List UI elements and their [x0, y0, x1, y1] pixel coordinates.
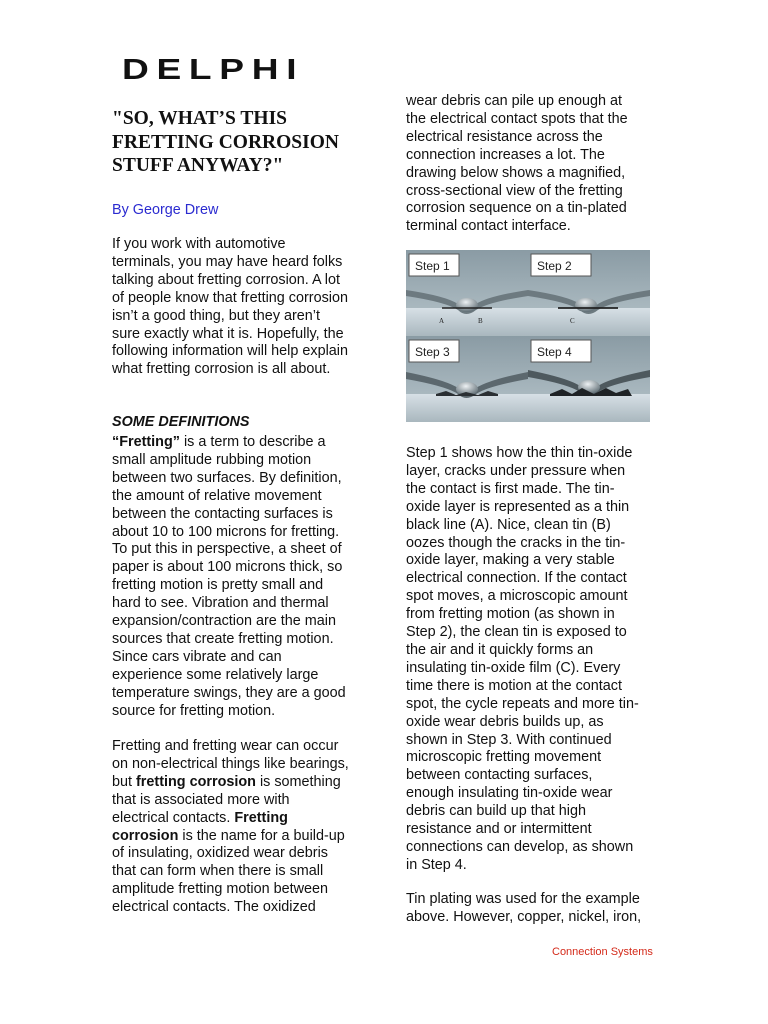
text-line: shown in Step 3. With continued [406, 731, 612, 748]
text-line: sources that create fretting motion. [112, 630, 334, 647]
text-line: the electrical contact spots that the [406, 110, 628, 127]
text-line: insulating tin-oxide film (C). Every [406, 659, 621, 676]
step-description-paragraph [406, 445, 658, 875]
text-line: the amount of relative movement [112, 487, 322, 504]
step-4-label: Step 4 [537, 345, 572, 359]
col2-top-paragraph [406, 93, 658, 236]
text-line: Step 2), the clean tin is exposed to [406, 624, 627, 641]
text-run: electrical contacts. [112, 809, 235, 826]
text-line [112, 828, 367, 846]
step-1-label: Step 1 [415, 259, 450, 273]
fretting-wear-paragraph [112, 738, 367, 917]
step-3-label: Step 3 [415, 345, 450, 359]
term-corrosion: corrosion [112, 827, 179, 844]
fretting-definition [112, 434, 367, 721]
text-line: oozes though the cracks in the tin- [406, 534, 626, 551]
text-line: following information will help explain [112, 343, 348, 360]
text-line: enough insulating tin-oxide wear [406, 785, 613, 802]
text-run: is a term to describe a [179, 434, 326, 450]
text-line: debris can build up that high [406, 803, 587, 820]
text-line: oxide layer is represented as a thin [406, 498, 630, 515]
intro-paragraph [112, 236, 367, 379]
step-3-panel [406, 336, 528, 422]
text-line: terminals, you may have heard folks [112, 253, 343, 270]
text-line: of insulating, oxidized wear debris [112, 845, 328, 862]
term-fretting: Fretting [234, 809, 288, 826]
closing-paragraph [406, 891, 658, 927]
delphi-logo: DELPHI [122, 54, 305, 86]
text-line: connection increases a lot. The [406, 146, 605, 163]
step-1-panel [406, 250, 528, 336]
text-line: amplitude fretting motion between [112, 881, 328, 898]
term-fretting-corrosion: fretting corrosion [136, 773, 256, 790]
step-2-panel [528, 250, 650, 336]
text-line: Step 1 shows how the thin tin-oxide [406, 445, 633, 461]
fretting-sequence-figure [406, 250, 650, 422]
step-4-panel [528, 336, 650, 422]
text-line: spot moves, a microscopic amount [406, 588, 628, 605]
text-line: drawing below shows a magnified, [406, 164, 626, 181]
text-line [112, 434, 367, 452]
text-line: microscopic fretting movement [406, 749, 602, 766]
marker-c: C [570, 317, 575, 325]
text-line: temperature swings, they are a good [112, 684, 346, 701]
text-line: small amplitude rubbing motion [112, 451, 312, 468]
text-line: source for fretting motion. [112, 702, 276, 719]
text-line: spot, the cycle repeats and more tin- [406, 695, 639, 712]
text-line: oxide wear debris builds up, as [406, 713, 604, 730]
text-line: from fretting motion (as shown in [406, 606, 615, 623]
text-line: on non-electrical things like bearings, [112, 755, 349, 772]
text-line: time there is motion at the contact [406, 677, 622, 694]
text-line: about 10 to 100 microns for fretting. [112, 523, 340, 540]
text-line: wear debris can pile up enough at [406, 93, 623, 109]
text-line: sure exactly what it is. Hopefully, the [112, 325, 344, 342]
text-line: experience some relatively large [112, 666, 319, 683]
text-line: between two surfaces. By definition, [112, 469, 342, 486]
title-line: STUFF ANYWAY?" [112, 155, 284, 176]
footer-connection-systems: Connection Systems [552, 946, 653, 958]
title-line: FRETTING CORROSION [112, 131, 339, 153]
text-line [112, 774, 367, 792]
article-title [112, 107, 367, 178]
text-line: between contacting surfaces, [406, 767, 593, 784]
step-2-label: Step 2 [537, 259, 572, 273]
text-line: Fretting and fretting wear can occur [112, 738, 339, 754]
marker-a: A [439, 317, 445, 325]
text-line: isn’t a good thing, but they aren’t [112, 307, 321, 324]
text-line: black line (A). Nice, clean tin (B) [406, 516, 611, 533]
text-line: talking about fretting corrosion. A lot [112, 271, 340, 288]
text-line: oxide layer, making a very stable [406, 552, 615, 569]
text-line: terminal contact interface. [406, 218, 571, 235]
text-line: hard to see. Vibration and thermal [112, 595, 329, 612]
text-line: electrical connection. If the contact [406, 570, 627, 587]
text-line: electrical resistance across the [406, 128, 603, 145]
text-line: fretting motion is pretty small and [112, 577, 324, 594]
term-fretting: “Fretting” [112, 434, 180, 450]
text-line: Tin plating was used for the example [406, 891, 640, 907]
text-line: the air and it quickly forms an [406, 641, 594, 658]
byline: By George Drew [112, 202, 219, 218]
text-line: what fretting corrosion is all about. [112, 361, 331, 378]
text-line: that is associated more with [112, 791, 290, 808]
section-heading: SOME DEFINITIONS [112, 414, 250, 430]
marker-b: B [478, 317, 483, 325]
text-run: is something [255, 773, 341, 790]
text-line: resistance and or intermittent [406, 821, 592, 838]
text-line: in Step 4. [406, 856, 467, 873]
text-line: cross-sectional view of the fretting [406, 182, 623, 199]
text-line: above. However, copper, nickel, iron, [406, 908, 642, 925]
text-line: corrosion sequence on a tin-plated [406, 200, 627, 217]
text-line [112, 810, 367, 828]
text-line: paper is about 100 microns thick, so [112, 559, 343, 576]
text-run: is the name for a build-up [178, 827, 345, 844]
title-line: "SO, WHAT’S THIS [112, 108, 288, 129]
text-line: If you work with automotive [112, 236, 286, 252]
text-line: of people know that fretting corrosion [112, 289, 348, 306]
text-line: between the contacting surfaces is [112, 505, 333, 522]
text-line: the contact is first made. The tin- [406, 480, 615, 497]
text-line: electrical contacts. The oxidized [112, 899, 316, 916]
text-line: expansion/contraction are the main [112, 613, 336, 630]
text-line: layer, cracks under pressure when [406, 462, 626, 479]
text-line: To put this in perspective, a sheet of [112, 541, 342, 558]
text-line: that can form when there is small [112, 863, 324, 880]
text-run: but [112, 773, 137, 790]
text-line: Since cars vibrate and can [112, 648, 282, 665]
text-line: connections can develop, as shown [406, 838, 634, 855]
